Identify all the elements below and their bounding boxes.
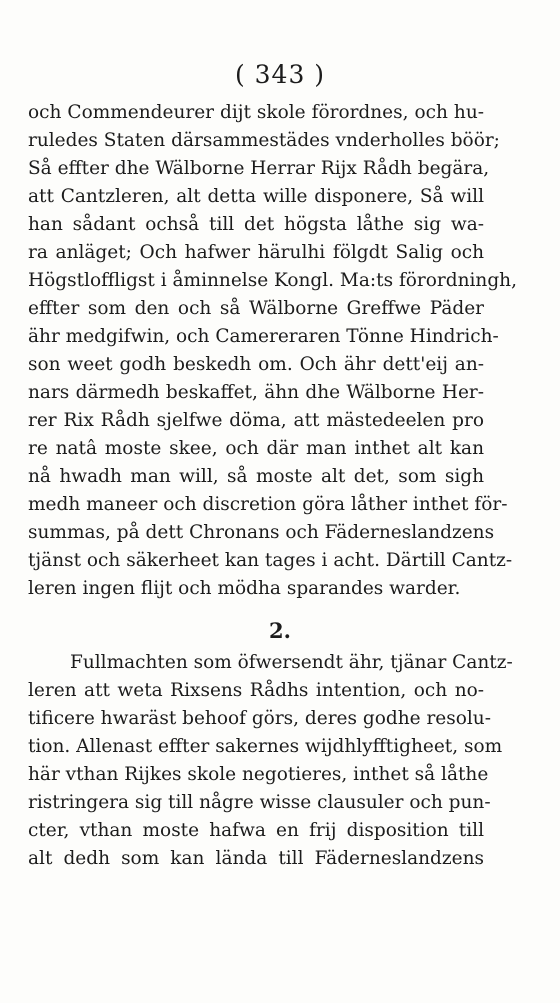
text-line: ähr medgifwin, och Camereraren Tönne Hindrich- — [28, 326, 499, 347]
text-line: leren ingen flijt och mödha sparandes warder. — [28, 578, 461, 599]
text-line: Så effter dhe Wälborne Herrar Rijx Rådh begära, — [28, 158, 490, 179]
text-line: ruledes Staten därsammestädes vnderholles böör; — [28, 130, 500, 151]
text-line: tjänst och säkerheet kan tages i acht. Därtill Cantz- — [28, 550, 513, 571]
text-line: här vthan Rijkes skole negotieres, inthet så låthe — [28, 764, 489, 785]
text-line: ristringera sig till någre wisse clausuler och pun- — [28, 792, 491, 813]
text-line: leren att weta Rixsens Rådhs intention, och no- — [28, 680, 484, 701]
text-line: rer Rix Rådh sjelfwe döma, att mästedeelen pro — [28, 410, 484, 431]
text-line: att Cantzleren, alt detta wille disponere, Så will — [28, 186, 484, 207]
text-line: Högstloffligst i åminnelse Kongl. Ma:ts förordningh, — [28, 270, 517, 291]
text-line: han sådant ochså till det högsta låthe sig wa- — [28, 214, 484, 235]
text-line: tion. Allenast effter sakernes wijdhlyfftigheet, som — [28, 736, 503, 757]
text-line: re natâ moste skee, och där man inthet alt kan — [28, 438, 484, 459]
text-line: ra anläget; Och hafwer härulhi fölgdt Salig och — [28, 242, 484, 263]
text-line: effter som den och så Wälborne Greffwe Päder — [28, 298, 484, 319]
section-number: 2. — [269, 618, 291, 643]
text-line: nå hwadh man will, så moste alt det, som sigh — [28, 466, 484, 487]
text-line: alt dedh som kan lända till Fäderneslandzens — [28, 848, 484, 869]
text-line: och Commendeurer dijt skole förordnes, och hu- — [28, 102, 484, 123]
text-line: nars därmedh beskaffet, ähn dhe Wälborne Her- — [28, 382, 484, 403]
text-line: summas, på dett Chronans och Fäderneslandzens — [28, 522, 495, 543]
page-number: ( 343 ) — [234, 60, 326, 89]
text-line: son weet godh beskedh om. Och ähr dett'eij an- — [28, 354, 484, 375]
text-line: tificere hwaräst behoof görs, deres godhe resolu- — [28, 708, 491, 729]
text-line: cter, vthan moste hafwa en frij disposition till — [28, 820, 484, 841]
text-line: Fullmachten som öfwersendt ähr, tjänar Cantz- — [70, 652, 513, 673]
text-line: medh maneer och discretion göra låther inthet för- — [28, 494, 508, 515]
